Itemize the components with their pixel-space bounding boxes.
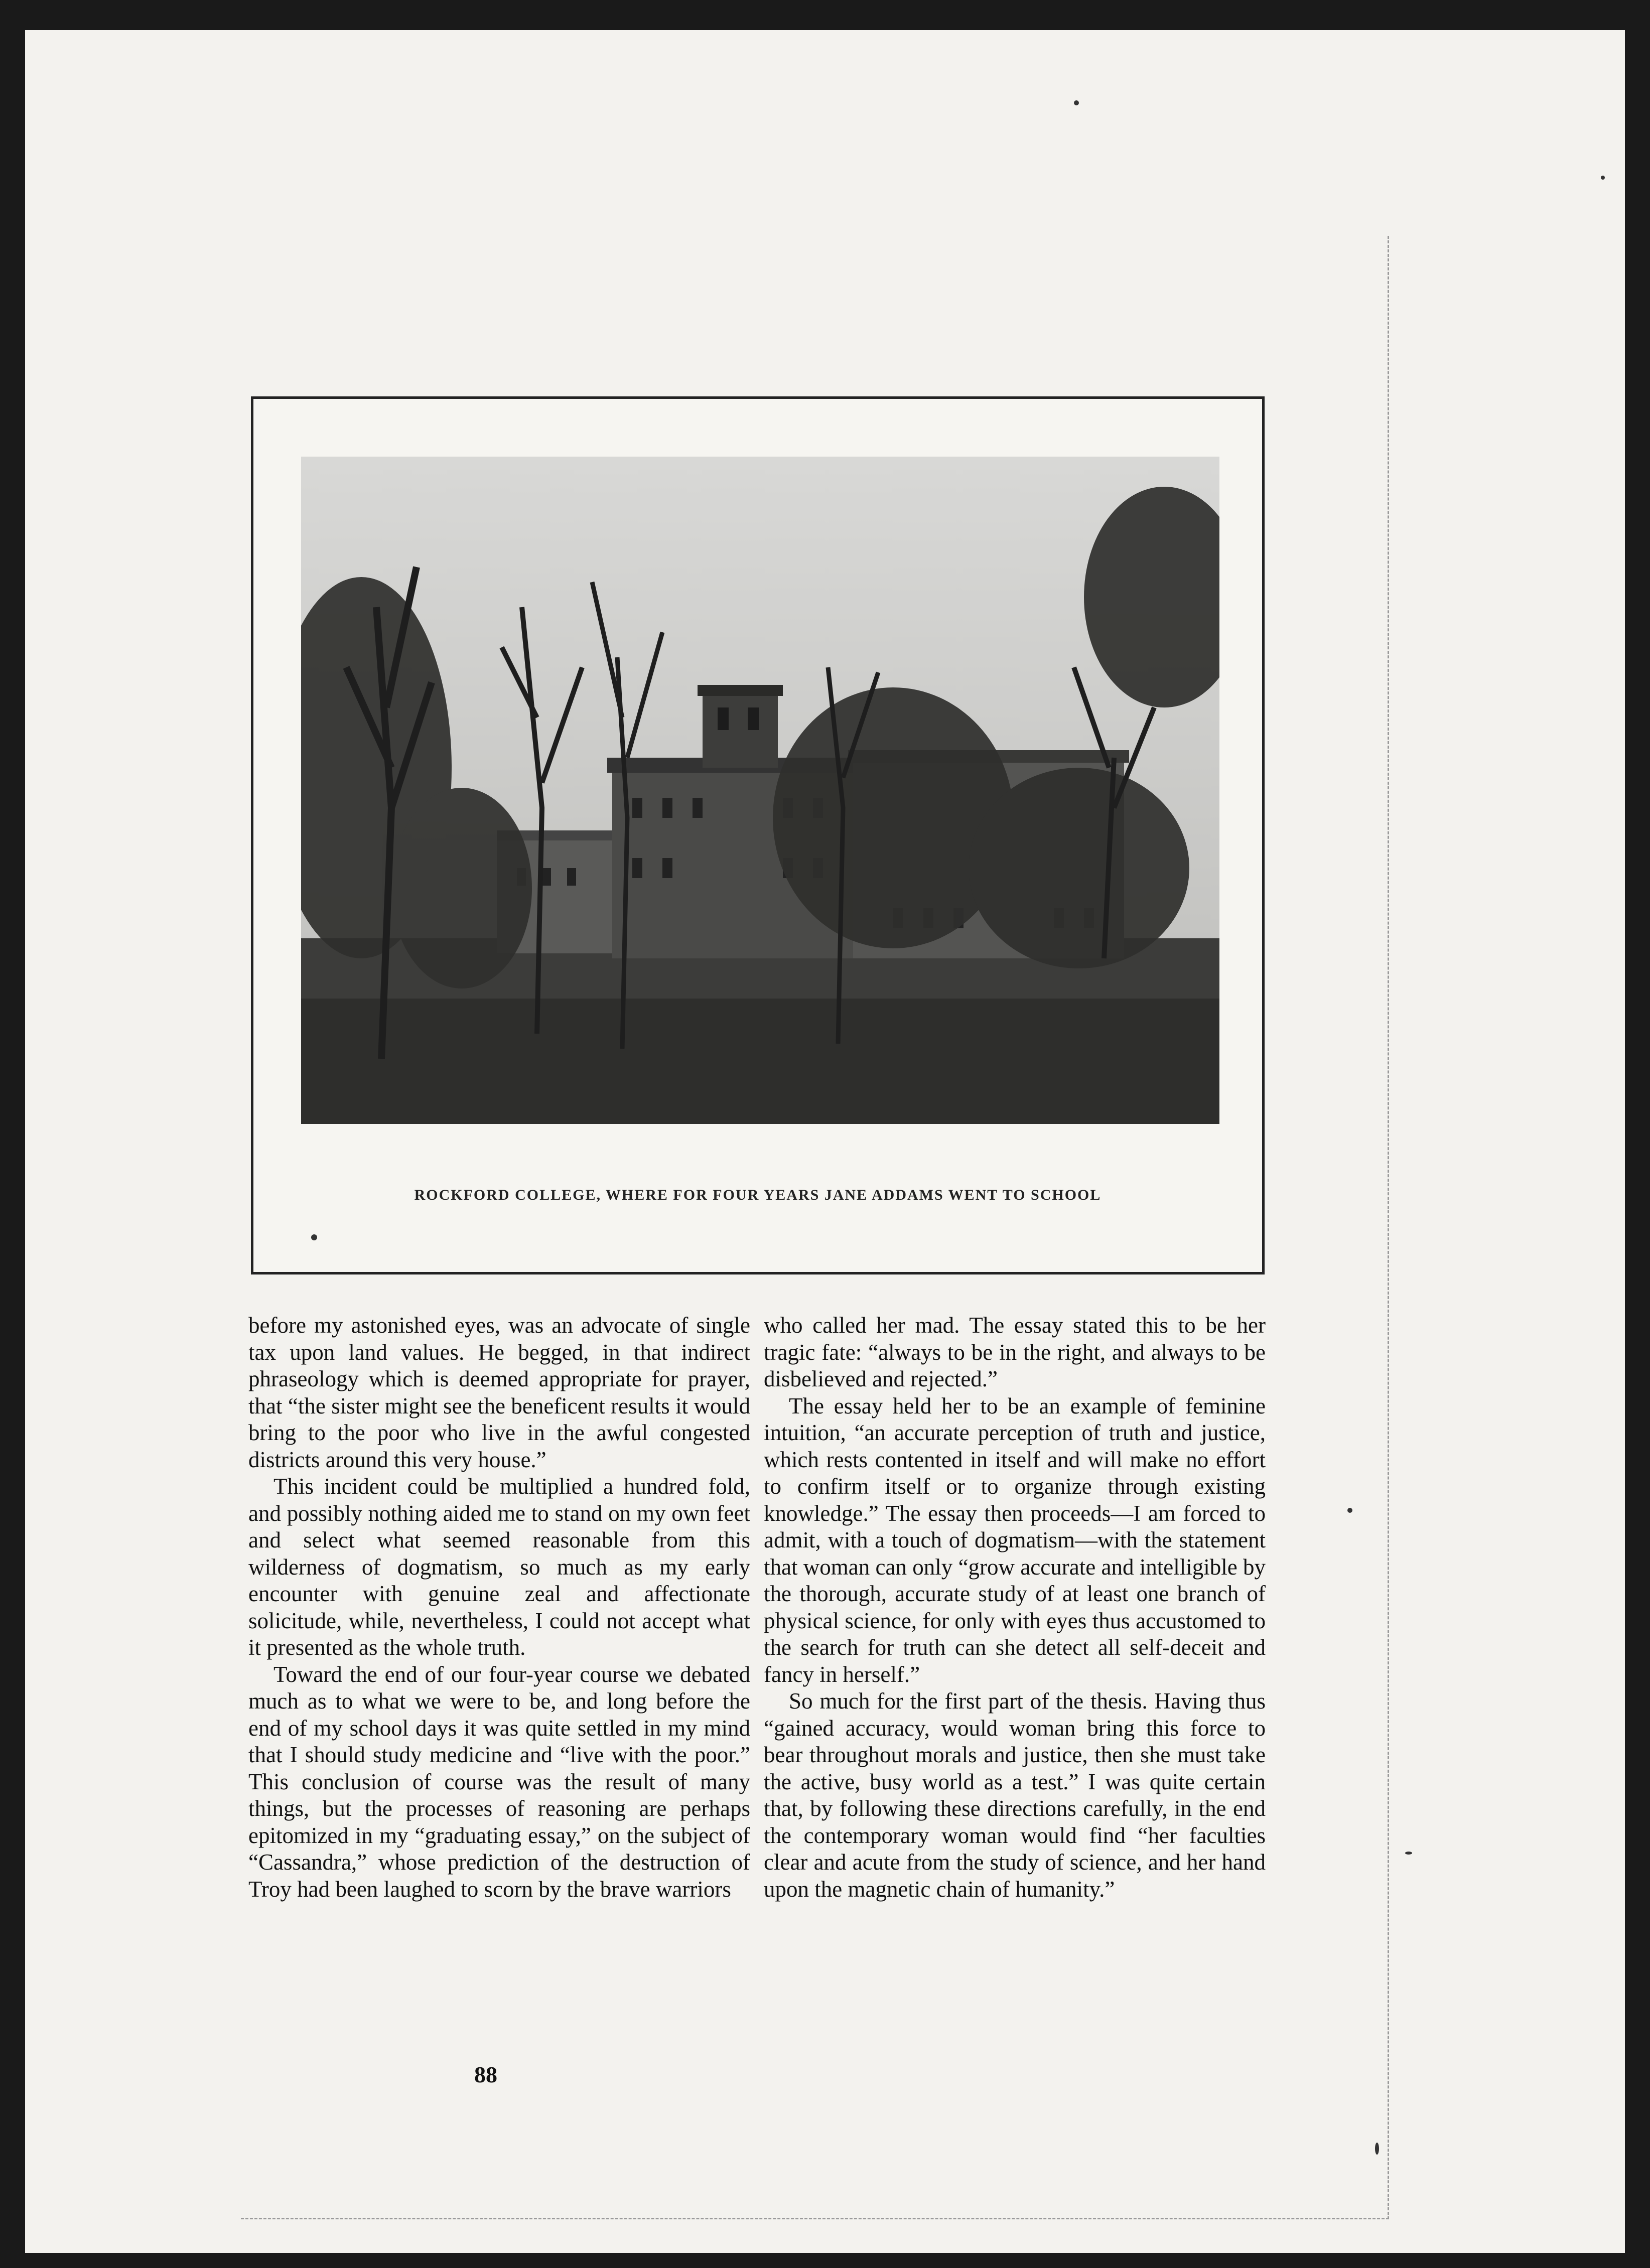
scan-speck [1074,100,1079,105]
scan-speck [1601,176,1605,180]
paragraph: This incident could be multiplied a hundred fold, and possibly nothing aided me to stand on my own feet and select what seemed reasonable from this wilderness of dogmatism, so much as my early encounter with genuine zeal and affectionate solicitude, while, nevertheless, I could not accept what it presented as the whole truth. [248,1474,750,1660]
right-text-column [764,1312,1266,1903]
photo-illustration [301,457,1219,1124]
scan-speck [311,1234,317,1240]
page-number: 88 [474,2062,497,2087]
paragraph: So much for the first part of the thesis. Having thus “gained accuracy, would woman bring this force to bear throughout morals and justice, then she must take the active, busy world as a test.” I was quite certain that, by following these directions carefully, in the end the contemporary woman would find “her faculties clear and acute from the study of science, and her hand upon the magnetic chain of humanity.” [764,1688,1266,1902]
scan-speck [1375,2143,1379,2155]
photo-caption: ROCKFORD COLLEGE, WHERE FOR FOUR YEARS JANE ADDAMS WENT TO SCHOOL [414,1187,1102,1203]
scan-speck [1405,1852,1412,1855]
paragraph: before my astonished eyes, was an advocate of single tax upon land values. He begged, in that indirect phraseology which is deemed appropriate for prayer, that “the sister might see the beneficent results it would bring to the poor who live in the awful congested districts around this very house.” [248,1313,750,1472]
rockford-college-photo [301,457,1219,1124]
scan-speck [1347,1508,1352,1513]
paragraph: who called her mad. The essay stated this to be her tragic fate: “always to be in the right, and always to be disbelieved and rejected.” [764,1313,1266,1391]
paragraph: Toward the end of our four-year course we debated much as to what we were to be, and long before the end of my school days it was quite settled in my mind that I should study medicine and “live with the poor.” This conclusion of course was the result of many things, but the processes of reasoning are perhaps epitomized in my “graduating essay,” on the subject of “Cassandra,” whose prediction of the destruction of Troy had been laughed to scorn by the brave warriors [248,1661,750,1902]
paragraph: The essay held her to be an example of feminine intuition, “an accurate perception of truth and justice, which rests contented in itself and will make no effort to confirm itself or to organize through existing knowledge.” The essay then proceeds—I am forced to admit, with a touch of dogmatism—with the statement that woman can only “grow accurate and intelligible by the thorough, accurate study of at least one branch of physical science, for only with eyes thus accustomed to the search for truth can she detect all self-deceit and fancy in herself.” [764,1393,1266,1687]
left-text-column [248,1312,750,1903]
